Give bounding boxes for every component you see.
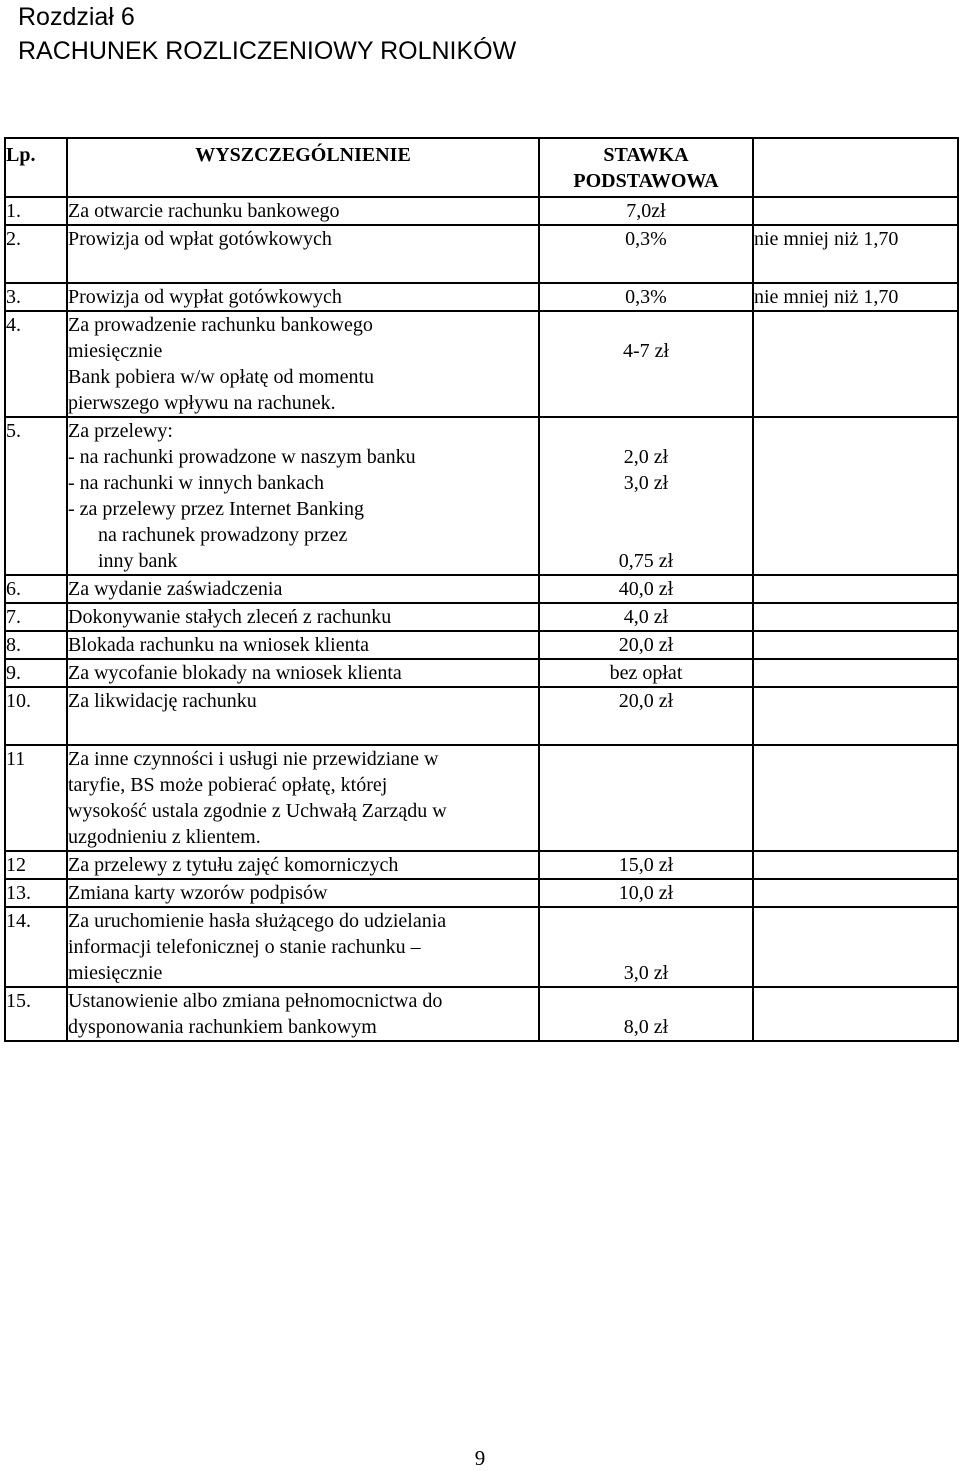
row-description-line: Blokada rachunku na wniosek klienta — [68, 634, 370, 656]
row-description-line: Za inne czynności i usługi nie przewidziane w — [68, 748, 439, 770]
row-number-cell — [5, 283, 67, 311]
row-minimum-cell — [753, 603, 958, 631]
table-row — [5, 631, 958, 659]
row-rate-cell — [539, 879, 753, 907]
row-minimum-value — [754, 576, 957, 602]
row-rate-value: 2,0 zł — [623, 446, 669, 468]
row-rate-value: 8,0 zł — [623, 1016, 669, 1038]
row-description-line: miesięcznie — [68, 340, 163, 362]
table-row — [5, 745, 958, 851]
row-minimum-cell — [753, 197, 958, 225]
table-row — [5, 687, 958, 745]
row-minimum-value — [754, 880, 957, 906]
row-minimum-value — [754, 688, 957, 714]
row-minimum-value — [754, 198, 957, 224]
row-description-line: taryfie, BS może pobierać opłatę, której — [68, 774, 388, 796]
header-rate-line-2: PODSTAWOWA — [573, 170, 719, 192]
row-description-line: Za likwidację rachunku — [68, 690, 257, 712]
row-description-line: Za przelewy: — [68, 420, 173, 442]
header-rate — [539, 138, 753, 197]
row-description-cell — [67, 197, 539, 225]
table-header-row — [5, 138, 958, 197]
row-rate-value — [540, 908, 752, 934]
row-description-line: Ustanowienie albo zmiana pełnomocnictwa do — [68, 990, 443, 1012]
row-rate-value: 20,0 zł — [618, 690, 674, 712]
row-number-cell — [5, 603, 67, 631]
row-number: 2. — [6, 228, 21, 250]
row-number: 13. — [6, 882, 31, 904]
row-description-line: Za wycofanie blokady na wniosek klienta — [68, 662, 402, 684]
header-extra — [753, 138, 958, 197]
row-minimum-cell — [753, 745, 958, 851]
row-description-line: - na rachunki w innych bankach — [68, 472, 325, 494]
row-rate-value — [540, 522, 752, 548]
row-number: 10. — [6, 690, 31, 712]
row-minimum-cell — [753, 687, 958, 745]
row-number-cell — [5, 659, 67, 687]
row-description-line: Za uruchomienie hasła służącego do udzielania — [68, 910, 447, 932]
table-row — [5, 879, 958, 907]
row-description-cell — [67, 631, 539, 659]
table-row — [5, 603, 958, 631]
table-row — [5, 575, 958, 603]
row-rate-cell — [539, 603, 753, 631]
row-description-cell — [67, 311, 539, 417]
row-minimum-value: nie mniej niż 1,70 — [754, 286, 899, 308]
row-description-line: Za otwarcie rachunku bankowego — [68, 200, 340, 222]
row-minimum-value — [754, 988, 957, 1014]
row-description-cell — [67, 283, 539, 311]
chapter-label: Rozdział 6 — [18, 3, 135, 31]
row-number: 14. — [6, 910, 31, 932]
row-minimum-cell — [753, 575, 958, 603]
row-description-line: na rachunek prowadzony przez — [98, 524, 348, 546]
table-row — [5, 311, 958, 417]
table-row — [5, 225, 958, 283]
row-rate-cell — [539, 907, 753, 987]
row-description-line: Za wydanie zaświadczenia — [68, 578, 283, 600]
row-rate-value: 0,75 zł — [618, 550, 674, 572]
row-minimum-cell — [753, 987, 958, 1041]
row-minimum-cell — [753, 225, 958, 283]
row-description-line: Zmiana karty wzorów podpisów — [68, 882, 328, 904]
row-description-line: - na rachunki prowadzone w naszym banku — [68, 446, 416, 468]
header-description-text: WYSZCZEGÓLNIENIE — [195, 144, 411, 166]
row-description-cell — [67, 417, 539, 575]
row-number-cell — [5, 851, 67, 879]
row-rate-value: 15,0 zł — [618, 854, 674, 876]
row-number: 15. — [6, 990, 31, 1012]
table-row — [5, 417, 958, 575]
row-rate-value: 0,3% — [625, 286, 667, 308]
row-minimum-cell — [753, 659, 958, 687]
row-minimum-cell — [753, 283, 958, 311]
row-minimum-value — [754, 660, 957, 686]
row-rate-cell — [539, 659, 753, 687]
row-description-cell — [67, 745, 539, 851]
table-row — [5, 851, 958, 879]
row-description-cell — [67, 987, 539, 1041]
row-description-line: Prowizja od wypłat gotówkowych — [68, 286, 342, 308]
row-rate-cell — [539, 745, 753, 851]
chapter-title: RACHUNEK ROZLICZENIOWY ROLNIKÓW — [18, 37, 517, 65]
row-description-line: miesięcznie — [68, 962, 163, 984]
row-description-cell — [67, 659, 539, 687]
row-rate-value: 0,3% — [625, 228, 667, 250]
row-number-cell — [5, 575, 67, 603]
row-description-line: informacji telefonicznej o stanie rachunku – — [68, 936, 421, 958]
header-lp-text: Lp. — [6, 144, 36, 166]
row-number-cell — [5, 197, 67, 225]
row-number-cell — [5, 631, 67, 659]
row-description-line: Za przelewy z tytułu zajęć komorniczych — [68, 854, 399, 876]
row-number-cell — [5, 879, 67, 907]
row-rate-cell — [539, 687, 753, 745]
row-number: 12 — [6, 854, 26, 876]
row-description-line: Za prowadzenie rachunku bankowego — [68, 314, 373, 336]
row-rate-value — [540, 312, 752, 338]
row-description-line: inny bank — [98, 550, 178, 572]
row-number: 7. — [6, 606, 21, 628]
row-minimum-value — [754, 632, 957, 658]
row-rate-cell — [539, 225, 753, 283]
row-minimum-value — [754, 746, 957, 772]
row-description-cell — [67, 603, 539, 631]
row-number-cell — [5, 225, 67, 283]
row-rate-cell — [539, 987, 753, 1041]
row-description-cell — [67, 851, 539, 879]
row-minimum-value: nie mniej niż 1,70 — [754, 228, 899, 250]
row-minimum-value — [754, 418, 957, 444]
row-description-line: Dokonywanie stałych zleceń z rachunku — [68, 606, 392, 628]
row-rate-value: bez opłat — [609, 662, 683, 684]
row-minimum-cell — [753, 907, 958, 987]
header-description — [67, 138, 539, 197]
row-number: 4. — [6, 314, 21, 336]
row-minimum-value — [754, 604, 957, 630]
row-rate-value — [540, 746, 752, 772]
row-rate-value: 40,0 zł — [618, 578, 674, 600]
row-number: 3. — [6, 286, 21, 308]
row-minimum-cell — [753, 631, 958, 659]
row-rate-value: 20,0 zł — [618, 634, 674, 656]
header-rate-line-1: STAWKA — [603, 144, 689, 166]
row-description-cell — [67, 225, 539, 283]
row-number-cell — [5, 907, 67, 987]
row-number: 11 — [6, 748, 26, 770]
row-minimum-cell — [753, 851, 958, 879]
row-rate-cell — [539, 197, 753, 225]
tariff-table — [4, 137, 959, 1042]
row-number-cell — [5, 987, 67, 1041]
row-number-cell — [5, 687, 67, 745]
row-number: 5. — [6, 420, 21, 442]
table-row — [5, 987, 958, 1041]
row-number: 9. — [6, 662, 21, 684]
table-row — [5, 197, 958, 225]
row-description-line: Prowizja od wpłat gotówkowych — [68, 228, 332, 250]
row-rate-cell — [539, 417, 753, 575]
row-number: 8. — [6, 634, 21, 656]
document-heading — [18, 0, 516, 68]
page-number: 9 — [474, 1446, 486, 1470]
row-rate-value: 4-7 zł — [622, 340, 670, 362]
row-minimum-value — [754, 852, 957, 878]
row-description-cell — [67, 879, 539, 907]
row-minimum-cell — [753, 879, 958, 907]
row-rate-cell — [539, 575, 753, 603]
row-minimum-cell — [753, 417, 958, 575]
row-description-line: dysponowania rachunkiem bankowym — [68, 1016, 377, 1038]
table-row — [5, 283, 958, 311]
row-description-line: - za przelewy przez Internet Banking — [68, 498, 364, 520]
row-rate-cell — [539, 631, 753, 659]
row-rate-value — [540, 934, 752, 960]
row-number: 6. — [6, 578, 21, 600]
row-rate-value: 3,0 zł — [623, 472, 669, 494]
table-row — [5, 659, 958, 687]
row-number-cell — [5, 311, 67, 417]
row-description-cell — [67, 575, 539, 603]
row-rate-value: 10,0 zł — [618, 882, 674, 904]
row-rate-value — [540, 418, 752, 444]
row-minimum-value — [754, 312, 957, 338]
row-rate-value: 7,0zł — [626, 200, 666, 222]
row-rate-value — [540, 988, 752, 1014]
row-description-line: wysokość ustala zgodnie z Uchwałą Zarządu w — [68, 800, 447, 822]
row-minimum-value — [754, 908, 957, 934]
row-number-cell — [5, 745, 67, 851]
row-description-line: Bank pobiera w/w opłatę od momentu — [68, 366, 375, 388]
row-number-cell — [5, 417, 67, 575]
row-rate-cell — [539, 311, 753, 417]
table-row — [5, 907, 958, 987]
row-description-line: uzgodnieniu z klientem. — [68, 826, 261, 848]
row-rate-value: 3,0 zł — [623, 962, 669, 984]
row-rate-cell — [539, 283, 753, 311]
row-minimum-cell — [753, 311, 958, 417]
row-rate-value: 4,0 zł — [623, 606, 669, 628]
row-description-cell — [67, 907, 539, 987]
row-description-line: pierwszego wpływu na rachunek. — [68, 392, 336, 414]
row-rate-value — [540, 496, 752, 522]
row-rate-cell — [539, 851, 753, 879]
row-number: 1. — [6, 200, 21, 222]
row-description-cell — [67, 687, 539, 745]
header-lp — [5, 138, 67, 197]
